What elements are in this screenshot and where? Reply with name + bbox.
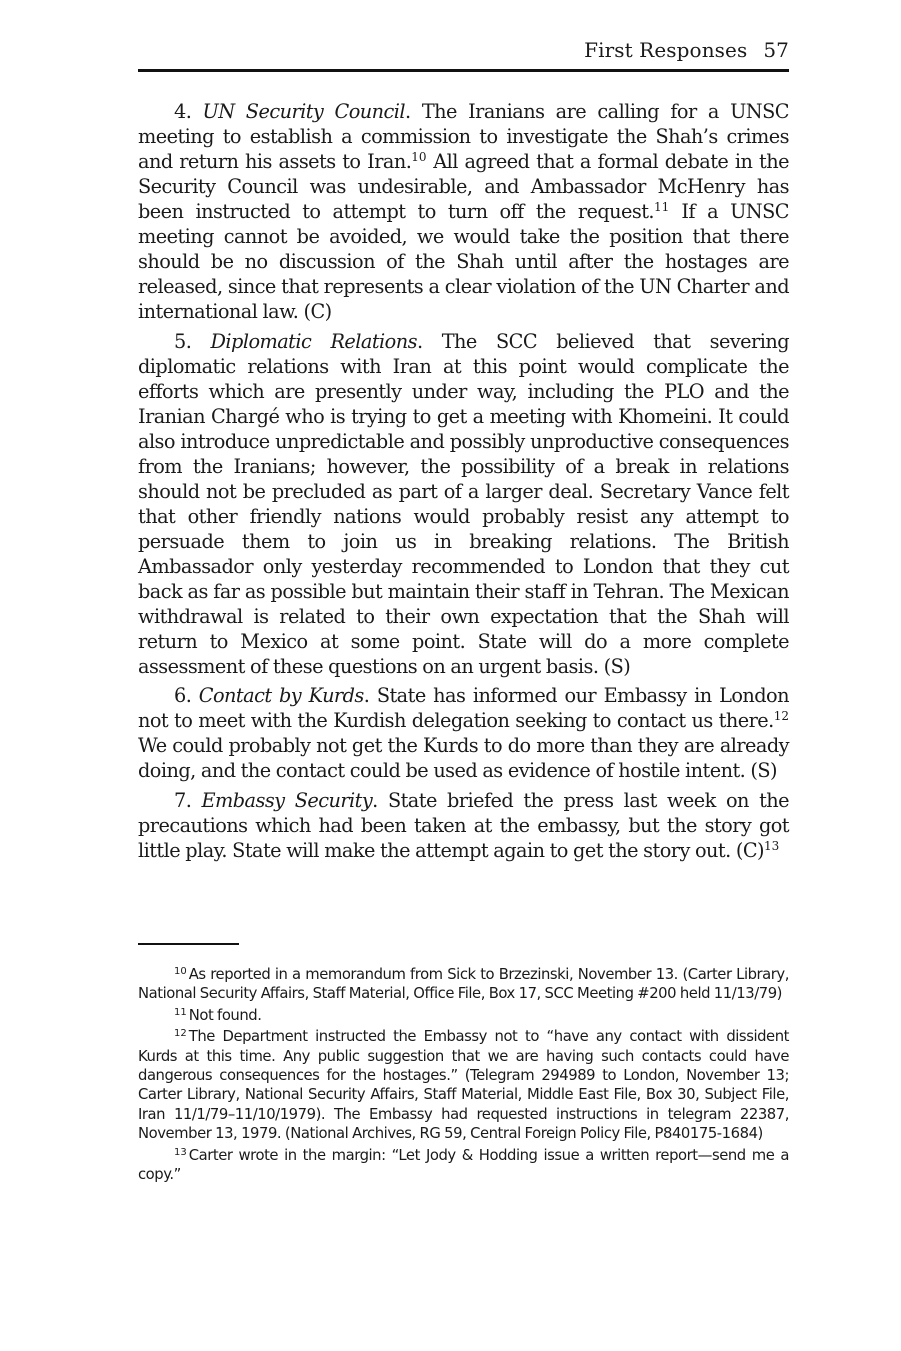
paragraph-text: The Iranians are calling for a UNSC meeting to establish a commission to investigate the Shah’s crimes and return his assets to Iran. <box>138 100 789 173</box>
paragraph-number: 5. <box>174 329 192 353</box>
paragraph-number: 6. <box>174 684 192 707</box>
main-text <box>138 99 789 867</box>
paragraph-embassy-security: 7. Embassy Security. State briefed the press last week on the precautions which had been taken at the embassy, but the story got little play. State will make the attempt again to get the story out. (C)$^{13}$ <box>138 788 790 862</box>
footnote-text: Carter wrote in the margin: “Let Jody & Hodding issue a written report—send me a copy.” <box>138 1146 789 1184</box>
paragraph-text: If a UNSC meeting cannot be avoided, we would take the position that there should be no discussion of the Shah until after the hostages are released, since that represents a clear violation of the UN Charter and international law. (C) <box>138 200 789 323</box>
footnote-ref-13[interactable]: 13 <box>764 838 780 853</box>
paragraph-un-security-council: 4. UN Security Council. The Iranians are calling for a UNSC meeting to establish a commission to investigate the Shah’s crimes and return his assets to Iran.$^{10}$ All agreed that a formal debate in the Security Council was undesirable, and Ambassador McHenry has been instructed to attempt to turn off the request.$^{11}$ If a UNSC meeting cannot be avoided, we would take the position that there should be no discussion of the Shah until after the hostages are released, since that represents a clear violation of the UN Charter and international law. (C) <box>138 100 789 323</box>
paragraph-heading: Diplomatic Relations <box>210 329 417 353</box>
footnote-12 <box>138 1027 789 1143</box>
paragraph-text: We could probably not get the Kurds to do more than they are already doing, and the contact could be used as evidence of hostile intent. (S) <box>138 734 789 782</box>
paragraph-number: 4. <box>174 100 192 123</box>
page-number: 57 <box>763 38 789 62</box>
paragraph-contact-by-kurds: 6. Contact by Kurds. State has informed our Embassy in London not to meet with the Kurdish delegation seeking to contact us there.$^{12}$ We could probably not get the Kurds to do more than they are already doing, and the contact could be used as evidence of hostile intent. (S) <box>138 684 789 782</box>
paragraph-text: State has informed our Embassy in London not to meet with the Kurdish delegation seeking to contact us there. <box>138 684 789 732</box>
footnote-13 <box>138 1146 789 1185</box>
header-rule <box>138 69 789 72</box>
paragraph-heading: UN Security Council <box>202 100 405 123</box>
paragraph-number: 7. <box>174 788 192 812</box>
running-head <box>584 38 789 62</box>
paragraph-heading: Embassy Security <box>201 788 373 812</box>
paragraph-text: All agreed that a formal debate in the Security Council was undesirable, and Ambassador McHenry has been instructed to attempt to turn off the request. <box>138 150 789 223</box>
footnote-text: As reported in a memorandum from Sick to Brzezinski, November 13. (Carter Library, National Security Affairs, Staff Material, Office File, Box 17, SCC Meeting #200 held 11/13/79) <box>138 966 789 1003</box>
paragraph-heading: Contact by Kurds <box>198 684 364 707</box>
running-head-title: First Responses <box>584 38 748 62</box>
footnote-11 <box>138 1006 789 1025</box>
footnote-ref-10[interactable]: 10 <box>411 150 427 164</box>
footnote-number: 12 <box>174 1028 187 1040</box>
footnotes <box>138 965 789 1186</box>
footnote-text: Not found. <box>188 1006 262 1024</box>
footnote-number: 11 <box>174 1006 187 1018</box>
footnote-separator <box>138 943 239 945</box>
paragraph-text: State briefed the press last week on the precautions which had been taken at the embassy, but the story got little play. State will make the attempt again to get the story out. (C) <box>138 788 790 862</box>
paragraph-text: The SCC believed that severing diplomatic relations with Iran at this point would complicate the efforts which are presently under way, including the PLO and the Iranian Chargé who is trying to get a meeting with Khomeini. It could also introduce unpredictable and possibly unproductive consequences from the Iranians; however, the possibility of a break in relations should not be precluded as part of a larger deal. Secretary Vance felt that other friendly nations would probably resist any attempt to persuade them to join us in breaking relations. The British Ambassador only yesterday recommended to London that they cut back as far as possible but maintain their staff in Tehran. The Mexican withdrawal is related to their own expectation that the Shah will return to Mexico at some point. State will do a more complete assessment of these questions on an urgent basis. (S) <box>138 329 789 678</box>
footnote-ref-12[interactable]: 12 <box>773 709 789 723</box>
paragraph-diplomatic-relations: 5. Diplomatic Relations. The SCC believed that severing diplomatic relations with Iran at this point would complicate the efforts which are presently under way, including the PLO and the Iranian Chargé who is trying to get a meeting with Khomeini. It could also introduce unpredictable and possibly unproductive consequences from the Iranians; however, the possibility of a break in relations should not be precluded as part of a larger deal. Secretary Vance felt that other friendly nations would probably resist any attempt to persuade them to join us in breaking relations. The British Ambassador only yesterday recommended to London that they cut back as far as possible but maintain their staff in Tehran. The Mexican withdrawal is related to their own expectation that the Shah will return to Mexico at some point. State will do a more complete assessment of these questions on an urgent basis. (S) <box>138 329 789 678</box>
footnote-number: 10 <box>174 966 187 977</box>
footnote-ref-11[interactable]: 11 <box>654 200 670 214</box>
footnote-number: 13 <box>174 1146 187 1158</box>
footnote-text: The Department instructed the Embassy not to “have any contact with dissident Kurds at this time. Any public suggestion that we are having such contacts could have dangerous consequences for the hostages.” (Telegram 294989 to London, November 13; Carter Library, National Security Affairs, Staff Material, Middle East File, Box 30, Subject File, Iran 11/1/79–11/10/1979). The Embassy had requested instructions in telegram 22387, November 13, 1979. (National Archives, RG 59, Central Foreign Policy File, P840175-1684) <box>138 1028 789 1143</box>
footnote-10 <box>138 965 789 1004</box>
